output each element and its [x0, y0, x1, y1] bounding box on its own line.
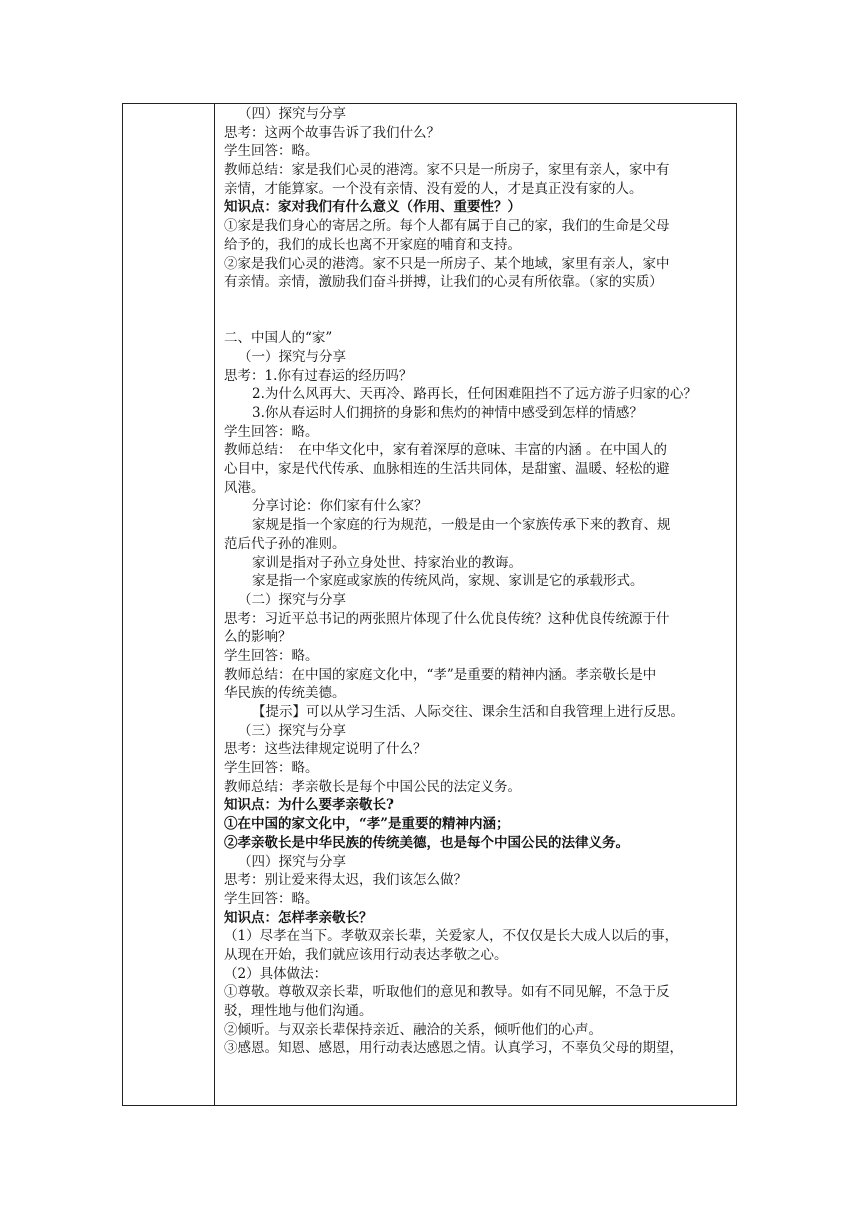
content-line: 学生回答：略。 [224, 143, 319, 160]
content-line: 知识点：怎样孝亲敬长？ [224, 909, 373, 926]
content-line: 教师总结：在中国的家庭文化中，“孝”是重要的精神内涵。孝亲敬长是中 [224, 666, 657, 683]
content-line: 思考：习近平总书记的两张照片体现了什么优良传统？这种优良传统源于什 [224, 610, 670, 627]
content-line: 亲情，才能算家。一个没有亲情、没有爱的人，才是真正没有家的人。 [224, 180, 643, 197]
content-line: ①尊敬。尊敬双亲长辈，听取他们的意见和教导。如有不同见解，不急于反 [224, 984, 670, 1001]
table-right-border [736, 103, 737, 1106]
content-line: 华民族的传统美德。 [224, 685, 346, 702]
content-line: ②倾听。与双亲长辈保持亲近、融洽的关系，倾听他们的心声。 [224, 1021, 602, 1038]
content-line: ③感恩。知恩、感恩，用行动表达感恩之情。认真学习，不辜负父母的期望， [224, 1040, 683, 1057]
blank-gap [224, 292, 736, 329]
content-line: ②家是我们心灵的港湾。家不只是一所房子、某个地域，家里有亲人，家中 [224, 255, 670, 272]
content-line: 学生回答：略。 [224, 890, 319, 907]
content-line: 家训是指对子孙立身处世、持家治业的教诲。 [252, 554, 522, 571]
content-line: 思考：别让爱来得太迟，我们该怎么做？ [224, 872, 467, 889]
content-line: （二）探究与分享 [238, 591, 346, 608]
table-column-divider [214, 103, 215, 1106]
content-line: （四）探究与分享 [238, 853, 346, 870]
content-line: 思考：1.你有过春运的经历吗？ [224, 367, 413, 384]
lesson-content-column [224, 105, 736, 1058]
content-line: 么的影响？ [224, 629, 292, 646]
content-line: 二、中国人的“家” [224, 330, 333, 347]
content-line: ①在中国的家文化中，“孝”是重要的精神内涵； [224, 816, 510, 833]
content-line: （三）探究与分享 [238, 722, 346, 739]
content-line: 风港。 [224, 479, 265, 496]
content-line: （1）尽孝在当下。孝敬双亲长辈，关爱家人，不仅仅是长大成人以后的事， [224, 928, 679, 945]
content-line: 3.你从春运时人们拥挤的身影和焦灼的神情中感受到怎样的情感？ [252, 405, 643, 422]
content-line: （一）探究与分享 [238, 348, 346, 365]
content-line: ②孝亲敬长是中华民族的传统美德，也是每个中国公民的法律义务。 [224, 834, 629, 851]
content-line: 【提示】可以从学习生活、人际交往、课余生活和自我管理上进行反思。 [252, 704, 684, 721]
content-line: 教师总结：孝亲敬长是每个中国公民的法定义务。 [224, 778, 521, 795]
content-line: 范后代子孙的准则。 [224, 535, 346, 552]
content-line: 从现在开始，我们就应该用行动表达孝敬之心。 [224, 946, 508, 963]
content-line: ①家是我们身心的寄居之所。每个人都有属于自己的家，我们的生命是父母 [224, 218, 670, 235]
table-left-border [122, 103, 123, 1106]
content-line: 学生回答：略。 [224, 760, 319, 777]
content-line: 学生回答：略。 [224, 423, 319, 440]
content-line: （四）探究与分享 [238, 106, 346, 122]
content-line: 知识点：家对我们有什么意义（作用、重要性？） [224, 199, 521, 216]
content-line: 2.为什么风再大、天再冷、路再长，任何困难阻挡不了远方游子归家的心？ [252, 386, 697, 403]
content-line: 教师总结： 在中华文化中，家有着深厚的意味、丰富的内涵 。在中国人的 [224, 442, 668, 459]
content-line: 思考：这两个故事告诉了我们什么？ [224, 124, 440, 141]
content-line: 教师总结：家是我们心灵的港湾。家不只是一所房子，家里有亲人，家中有 [224, 162, 670, 179]
content-line: 驳，理性地与他们沟通。 [224, 1003, 373, 1020]
content-line: （2）具体做法： [224, 965, 328, 982]
content-line: 家是指一个家庭或家族的传统风尚，家规、家训是它的承载形式。 [252, 573, 644, 590]
content-line: 家规是指一个家庭的行为规范，一般是由一个家族传承下来的教育、规 [252, 517, 671, 534]
content-line: 思考：这些法律规定说明了什么？ [224, 741, 427, 758]
content-line: 给予的，我们的成长也离不开家庭的哺育和支持。 [224, 236, 521, 253]
content-line: 分享讨论：你们家有什么家？ [252, 498, 428, 515]
content-line: 有亲情。亲情，激励我们奋斗拼搏，让我们的心灵有所依靠。（家的实质） [224, 274, 663, 291]
content-line: 学生回答：略。 [224, 647, 319, 664]
content-line: 知识点：为什么要孝亲敬长? [224, 797, 394, 814]
content-line: 心目中，家是代代传承、血脉相连的生活共同体，是甜蜜、温暖、轻松的避 [224, 461, 670, 478]
